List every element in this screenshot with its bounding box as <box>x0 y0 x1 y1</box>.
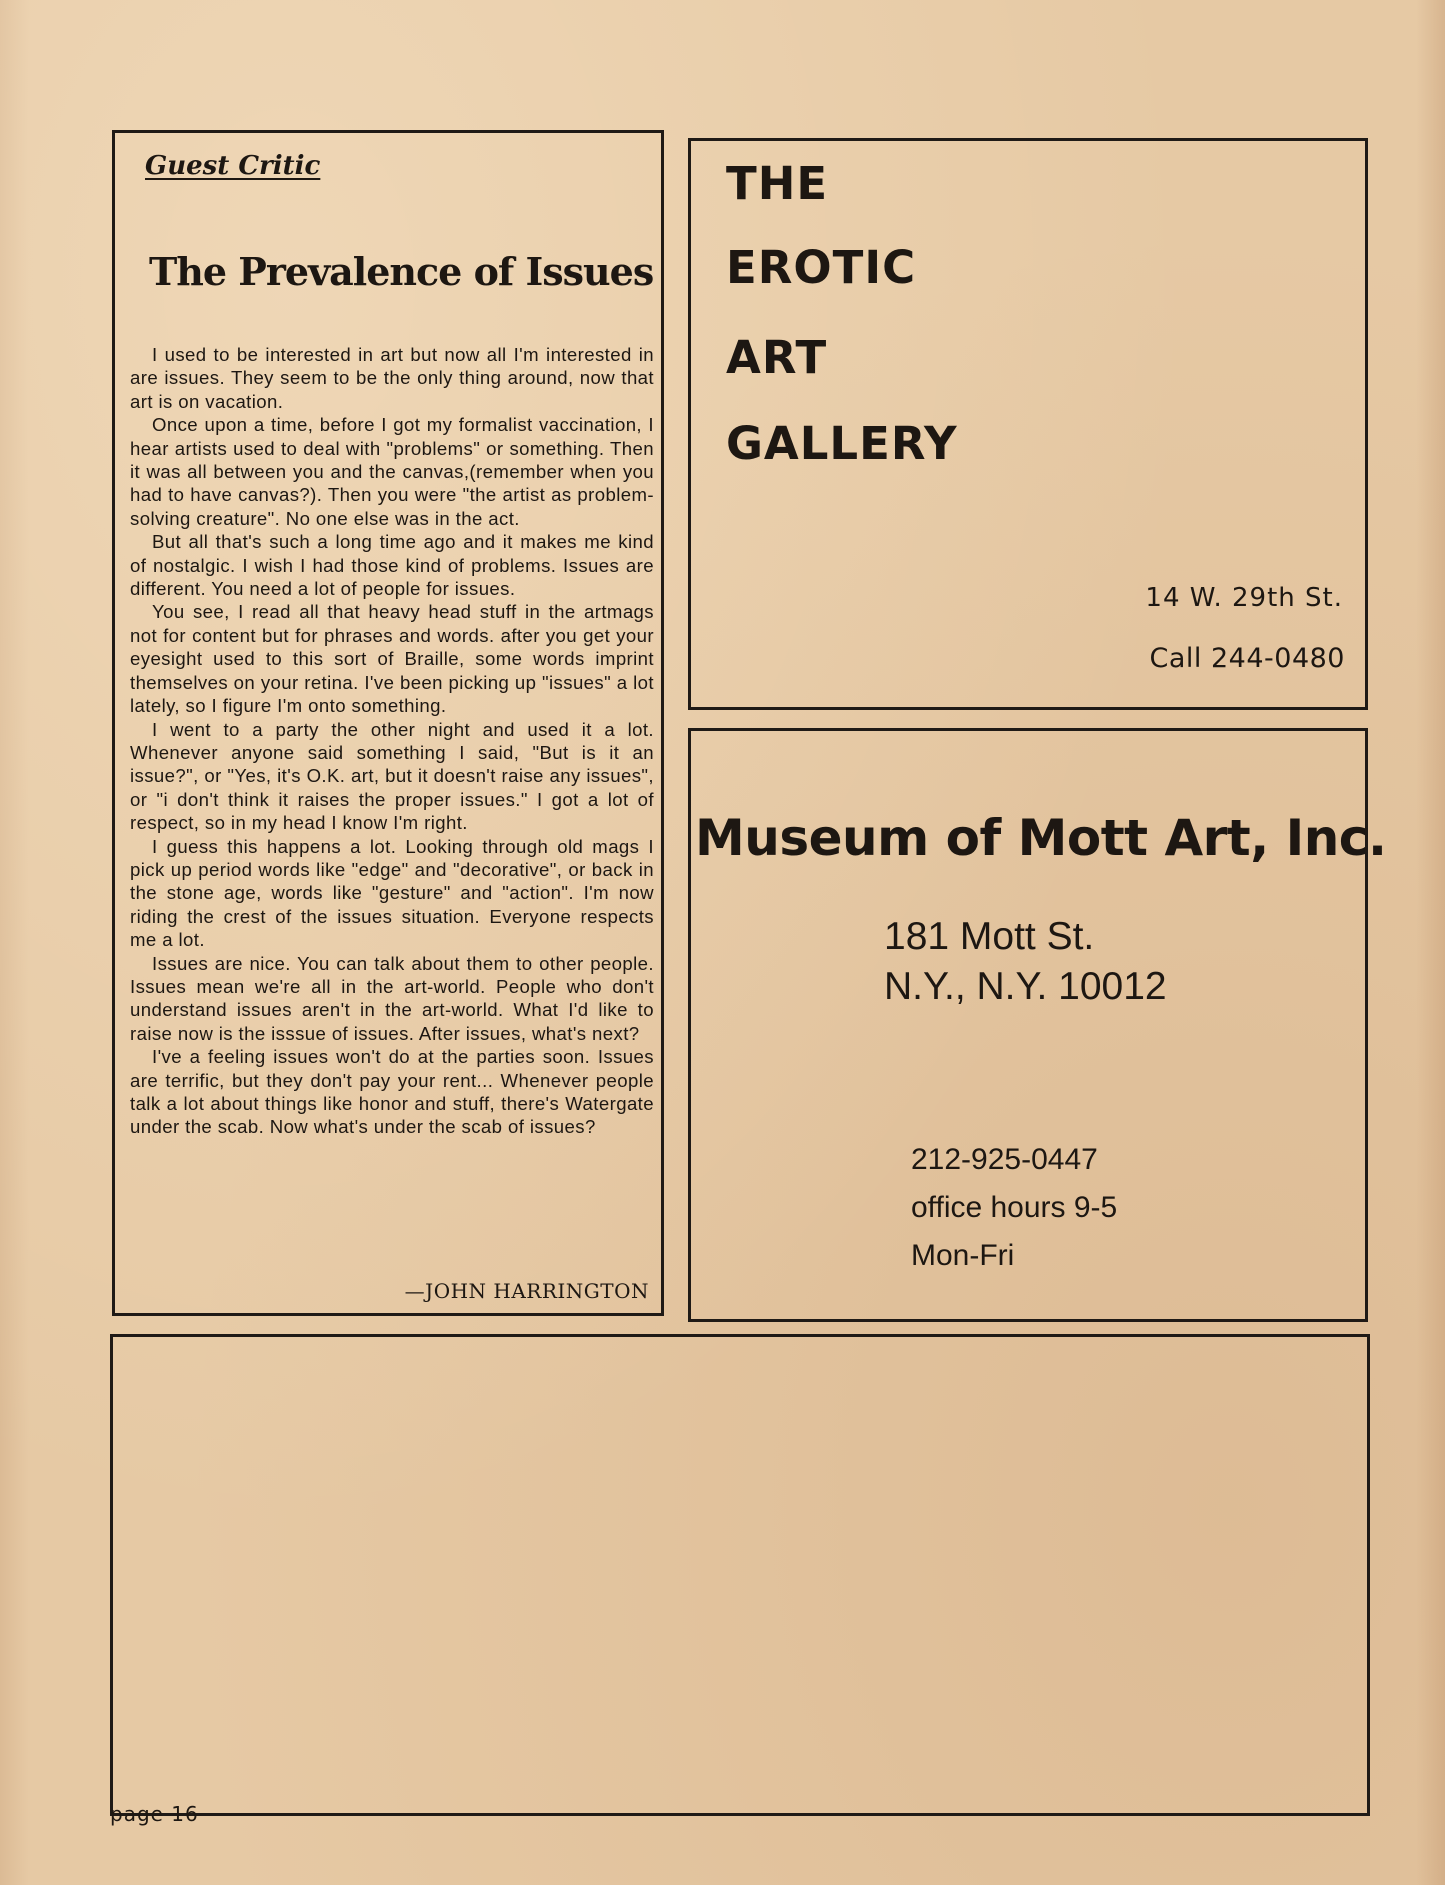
museum-ad-address-line: 181 Mott St. <box>884 915 1095 958</box>
museum-ad <box>688 728 1387 1322</box>
page-number: page 16 <box>110 1802 199 1826</box>
article-paragraph: I used to be interested in art but now all I'm interested in are issues. They seem to be the only thing around, now that art is on vacation. <box>130 344 654 412</box>
erotic-gallery-ad <box>688 138 1368 710</box>
article-paragraph: I guess this happens a lot. Looking through old mags I pick up period words like "edge" and "decorative", or back in the stone age, words like "gesture" and "action". I'm now riding the crest of the issues situation. Everyone respects me a lot. <box>130 835 654 951</box>
article-paragraph: You see, I read all that heavy head stuff in the artmags not for content but for phrases and words. after you get your eyesight used to this sort of Braille, some words imprint themselves on your retina. I've been picking up "issues" a lot lately, so I figure I'm onto something. <box>130 601 654 717</box>
article-paragraph: But all that's such a long time ago and it makes me kind of nostalgic. I wish I had those kind of problems. Issues are different. You need a lot of people for issues. <box>130 531 654 600</box>
museum-ad-days: Mon-Fri <box>911 1239 1015 1272</box>
empty-ad-box <box>110 1334 1370 1816</box>
article-kicker: Guest Critic <box>145 151 321 181</box>
erotic-ad-address: 14 W. 29th St. <box>1145 583 1343 613</box>
article-byline: —JOHN HARRINGTON <box>404 1279 649 1303</box>
museum-ad-title: Museum of Mott Art, Inc. <box>695 809 1387 867</box>
erotic-ad-phone: Call 244-0480 <box>1149 643 1345 674</box>
article-headline: The Prevalence of Issues <box>149 249 654 294</box>
erotic-ad-title-line: GALLERY <box>726 417 958 470</box>
museum-ad-address-line: N.Y., N.Y. 10012 <box>884 965 1167 1008</box>
erotic-ad-title-line: ART <box>726 331 828 384</box>
article-paragraph: Issues are nice. You can talk about them to other people. Issues mean we're all in the art-world. People who don't understand issues aren't in the art-world. What I'd like to raise now is the isssue of issues. After issues, what's next? <box>130 952 654 1044</box>
museum-ad-phone: 212-925-0447 <box>911 1143 1098 1176</box>
article-box <box>112 130 664 1316</box>
article-paragraph: Once upon a time, before I got my formalist vaccination, I hear artists used to deal with "problems" or something. Then it was all between you and the canvas,(remember when you had to have canvas?). Then you were "the artist as problem-solving creature". No one else was in the act. <box>130 414 654 529</box>
museum-ad-hours: office hours 9-5 <box>911 1191 1118 1224</box>
erotic-ad-title-line: EROTIC <box>726 241 917 294</box>
article-body <box>130 343 654 1139</box>
article-paragraph: I've a feeling issues won't do at the parties soon. Issues are terrific, but they don't pay your rent... Whenever people talk a lot about things like honor and stuff, there's Watergate under the scab. Now what's under the scab of issues? <box>130 1046 654 1138</box>
article-paragraph: I went to a party the other night and used it a lot. Whenever anyone said something I said, "But is it an issue?", or "Yes, it's O.K. art, but it doesn't raise any issues", or "i don't think it raises the proper issues." I got a lot of respect, so in my head I know I'm right. <box>130 718 654 834</box>
erotic-ad-title-line: THE <box>726 157 829 210</box>
